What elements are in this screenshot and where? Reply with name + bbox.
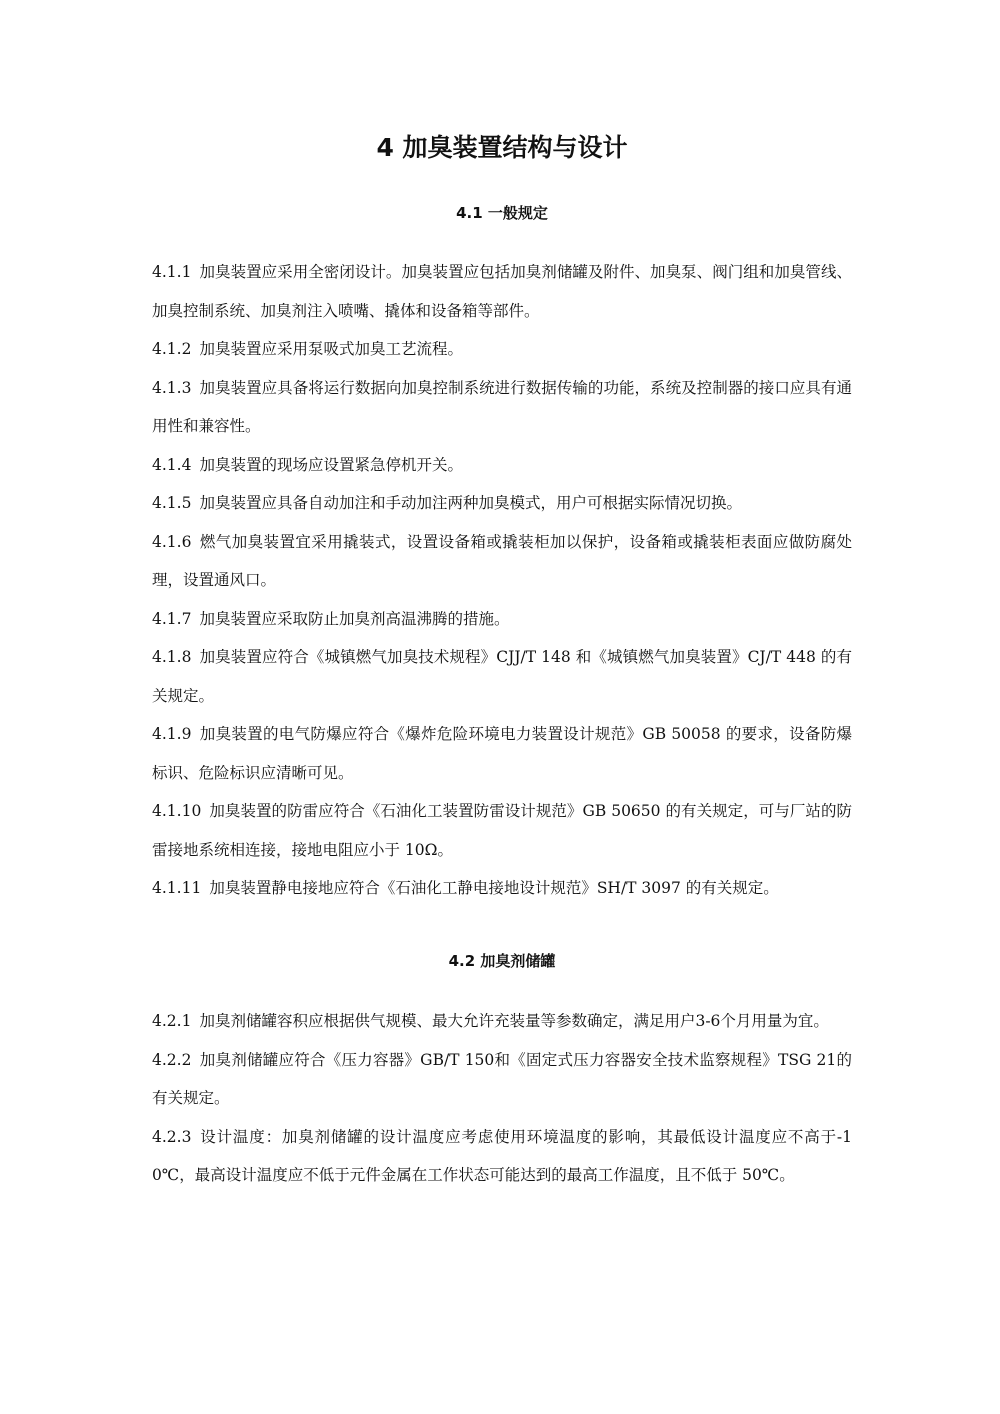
clause-4-1-11 bbox=[152, 869, 852, 908]
clause-4-1-9 bbox=[152, 715, 852, 792]
clause-text: 加臭装置的电气防爆应符合《爆炸危险环境电力装置设计规范》GB 50058 的要求，设备防爆标识、危险标识应清晰可见。 bbox=[152, 725, 852, 782]
clause-text: 加臭装置应具备将运行数据向加臭控制系统进行数据传输的功能，系统及控制器的接口应具有通用性和兼容性。 bbox=[152, 378, 852, 435]
clause-text: 设计温度：加臭剂储罐的设计温度应考虑使用环境温度的影响，其最低设计温度应不高于-10℃，最高设计温度应不低于元件金属在工作状态可能达到的最高工作温度，且不低于 50℃。 bbox=[152, 1127, 852, 1184]
clause-text: 加臭装置应采用全密闭设计。加臭装置应包括加臭剂储罐及附件、加臭泵、阀门组和加臭管线、加臭控制系统、加臭剂注入喷嘴、撬体和设备箱等部件。 bbox=[152, 263, 852, 320]
clause-number: 4.1.9 bbox=[152, 725, 192, 743]
clause-text: 加臭剂储罐应符合《压力容器》GB/T 150和《固定式压力容器安全技术监察规程》TSG 21的有关规定。 bbox=[152, 1050, 852, 1107]
clause-4-1-7 bbox=[152, 600, 852, 639]
clause-4-2-2 bbox=[152, 1041, 852, 1118]
section-4-1-clauses bbox=[152, 253, 852, 908]
clause-number: 4.1.1 bbox=[152, 263, 192, 281]
chapter-title: 4 加臭装置结构与设计 bbox=[376, 133, 628, 162]
clause-number: 4.1.10 bbox=[152, 802, 202, 820]
clause-text: 加臭装置应具备自动加注和手动加注两种加臭模式，用户可根据实际情况切换。 bbox=[199, 494, 742, 512]
clause-4-1-1 bbox=[152, 253, 852, 330]
clause-text: 加臭装置静电接地应符合《石油化工静电接地设计规范》SH/T 3097 的有关规定。 bbox=[209, 879, 779, 897]
clause-text: 燃气加臭装置宜采用撬装式，设置设备箱或撬装柜加以保护，设备箱或撬装柜表面应做防腐处理，设置通风口。 bbox=[152, 532, 852, 589]
clause-4-1-3 bbox=[152, 369, 852, 446]
clause-text: 加臭剂储罐容积应根据供气规模、最大允许充装量等参数确定，满足用户3-6个月用量为宜。 bbox=[199, 1012, 829, 1030]
clause-text: 加臭装置的防雷应符合《石油化工装置防雷设计规范》GB 50650 的有关规定，可与厂站的防雷接地系统相连接，接地电阻应小于 10Ω。 bbox=[152, 802, 852, 859]
clause-text: 加臭装置应采用泵吸式加臭工艺流程。 bbox=[199, 340, 463, 358]
clause-number: 4.1.3 bbox=[152, 378, 192, 397]
clause-number: 4.1.4 bbox=[152, 455, 192, 474]
clause-text: 加臭装置应采取防止加臭剂高温沸腾的措施。 bbox=[199, 609, 510, 628]
clause-4-1-5 bbox=[152, 484, 852, 523]
clause-4-1-2 bbox=[152, 330, 852, 369]
section-4-2-clauses bbox=[152, 1002, 852, 1195]
clause-number: 4.1.6 bbox=[152, 532, 192, 551]
clause-number: 4.1.5 bbox=[152, 494, 192, 512]
clause-4-1-4 bbox=[152, 446, 852, 485]
clause-number: 4.1.8 bbox=[152, 648, 192, 666]
clause-number: 4.1.7 bbox=[152, 609, 192, 628]
clause-text: 加臭装置的现场应设置紧急停机开关。 bbox=[199, 455, 463, 474]
clause-number: 4.1.2 bbox=[152, 340, 192, 358]
clause-4-2-1 bbox=[152, 1002, 852, 1041]
clause-number: 4.2.3 bbox=[152, 1127, 192, 1146]
clause-number: 4.1.11 bbox=[152, 879, 202, 897]
section-title-4-2: 4.2 加臭剂储罐 bbox=[448, 952, 556, 970]
clause-text: 加臭装置应符合《城镇燃气加臭技术规程》CJJ/T 148 和《城镇燃气加臭装置》CJ/T 448 的有关规定。 bbox=[152, 648, 852, 705]
clause-4-1-6 bbox=[152, 523, 852, 600]
clause-number: 4.2.2 bbox=[152, 1050, 192, 1069]
clause-4-2-3 bbox=[152, 1118, 852, 1195]
clause-4-1-10 bbox=[152, 792, 852, 869]
clause-number: 4.2.1 bbox=[152, 1012, 192, 1030]
section-title-4-1: 4.1 一般规定 bbox=[456, 204, 548, 222]
clause-4-1-8 bbox=[152, 638, 852, 715]
